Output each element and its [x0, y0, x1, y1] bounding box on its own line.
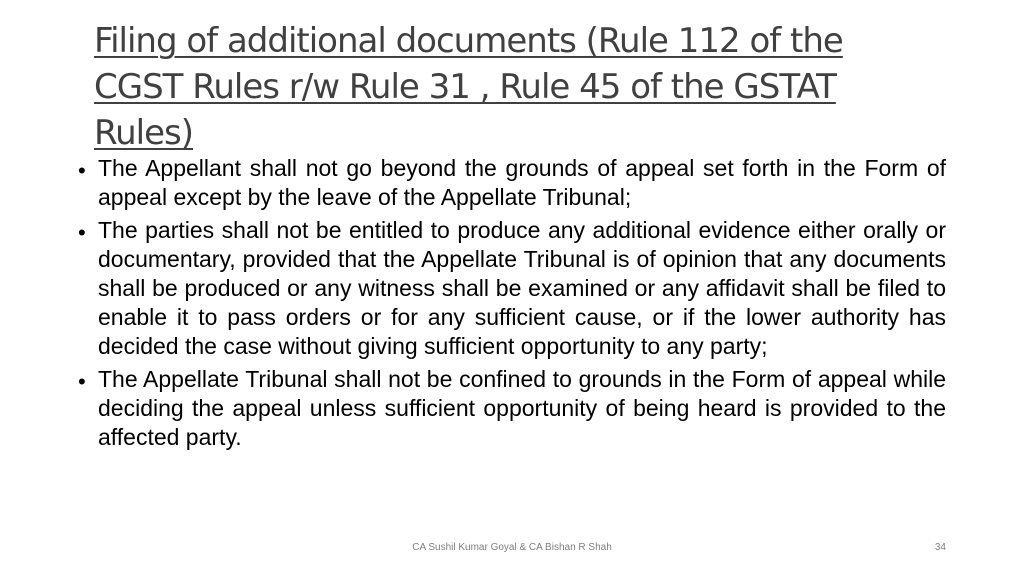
slide-title-text: Filing of additional documents (Rule 112 of the CGST Rules r/w Rule 31 , Rule 45 of the GSTAT Rules): [94, 21, 843, 153]
footer-text: CA Sushil Kumar Goyal & CA Bishan R Shah: [412, 542, 612, 553]
bullet-text: The parties shall not be entitled to produce any additional evidence either orally or documentary, provided that the Appellate Tribunal is of opinion that any documents shall be produced or any witness shall be examined or any affidavit shall be filed to enable it to pass orders or for any sufficient cause, or if the lower authority has decided the case without giving sufficient opportunity to any party;: [98, 217, 946, 359]
bullet-icon: •: [78, 158, 86, 183]
page-number: 34: [934, 542, 946, 553]
bullet-item: [74, 216, 946, 361]
bullet-icon: •: [78, 220, 86, 245]
bullet-text: The Appellate Tribunal shall not be confined to grounds in the Form of appeal while deciding the appeal unless sufficient opportunity of being heard is provided to the affected party.: [98, 366, 946, 450]
slide-title: [94, 18, 934, 156]
bullet-item: [74, 154, 946, 212]
bullet-list: [74, 154, 946, 456]
bullet-text: The Appellant shall not go beyond the grounds of appeal set forth in the Form of appeal except by the leave of the Appellate Tribunal;: [98, 155, 946, 210]
bullet-item: [74, 365, 946, 452]
bullet-icon: •: [78, 369, 86, 394]
